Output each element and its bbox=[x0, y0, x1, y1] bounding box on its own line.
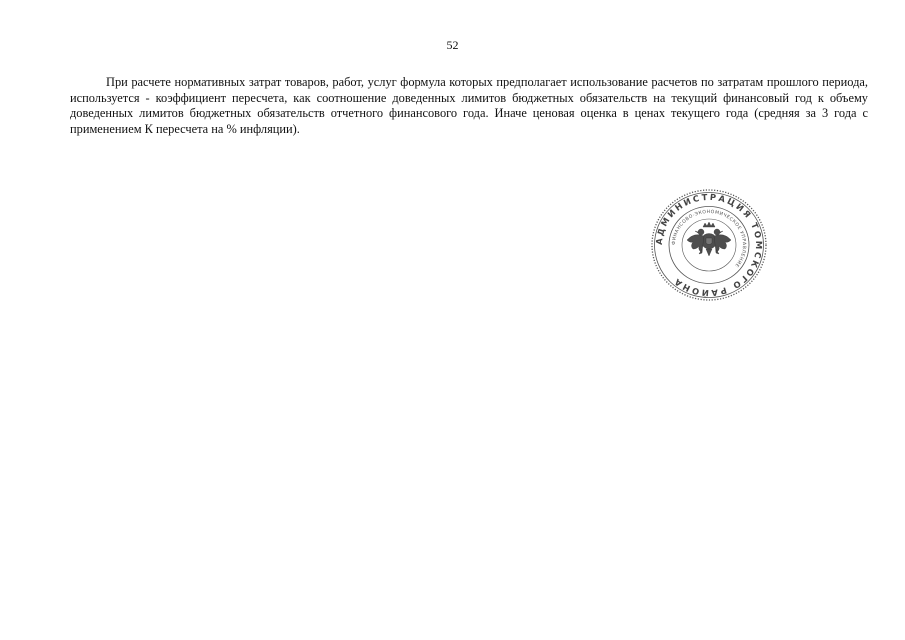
body-paragraph: При расчете нормативных затрат товаров, работ, услуг формула которых предполагает использование расчетов по затратам прошлого периода, используется - коэффициент пересчета, как соотношение доведенных лимитов бюджетных обязательств на текущий финансовый год к объему доведенных лимитов бюджетных обязательств отчетного финансового года. Иначе ценовая оценка в ценах текущего года (средняя за 3 года с применением К пересчета на % инфляции). bbox=[70, 75, 868, 136]
official-seal-stamp bbox=[649, 187, 769, 303]
seal-inner-text: ФИНАНСОВО-ЭКОНОМИЧЕСКОЕ УПРАВЛЕНИЕ bbox=[671, 209, 747, 268]
seal-graphic bbox=[649, 187, 769, 303]
seal-outer-text: АДМИНИСТРАЦИЯ ТОМСКОГО РАЙОНА bbox=[653, 191, 765, 299]
double-headed-eagle-icon bbox=[687, 222, 731, 256]
page-number: 52 bbox=[446, 38, 459, 52]
